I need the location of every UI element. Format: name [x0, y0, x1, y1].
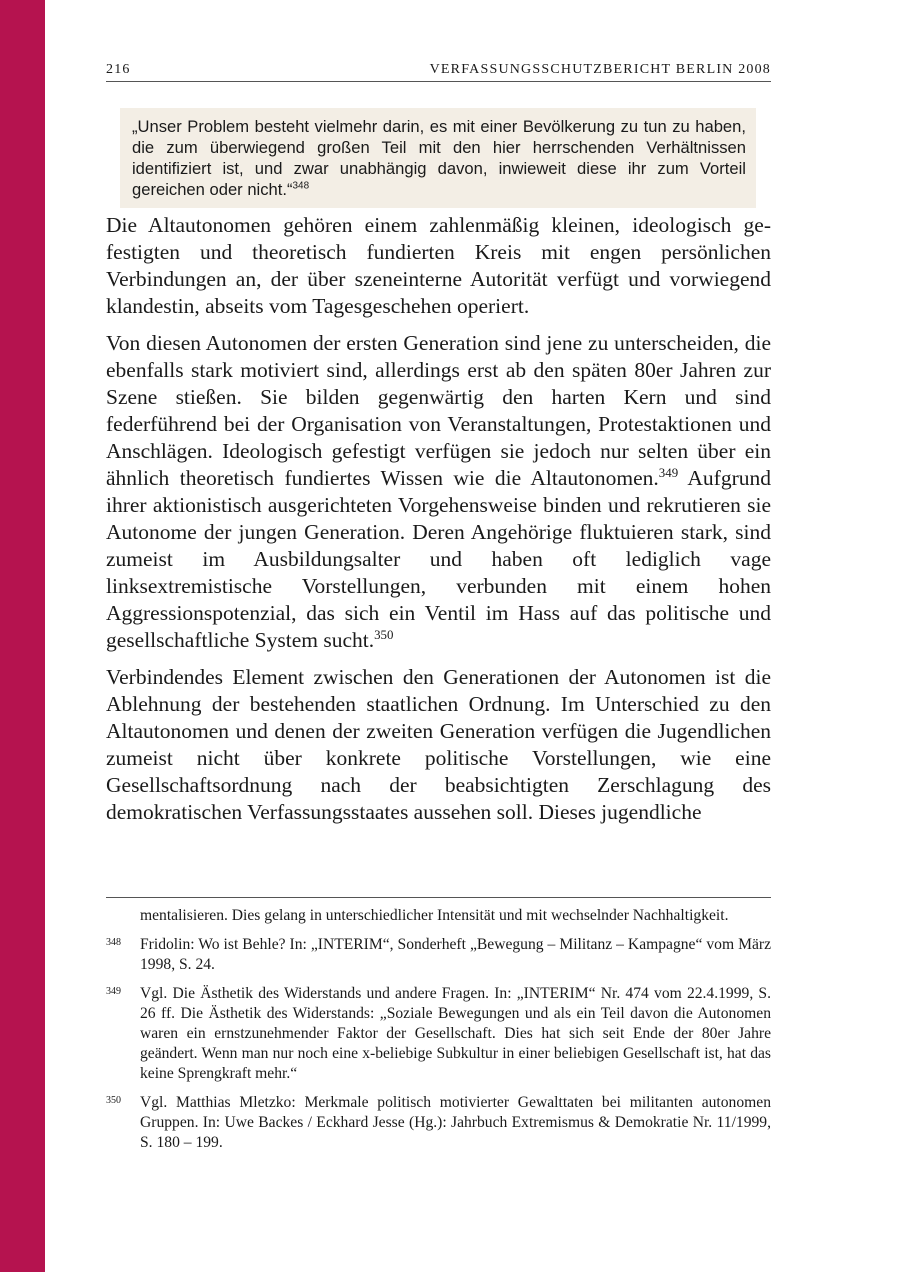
- running-header: [106, 62, 771, 82]
- paragraph-1: Die Altautonomen gehören einem zahlenmäßig kleinen, ideologisch gefestigten und theoretisch fundierten Kreis mit engen persönlichen Verbindungen an, der über szeneinterne Autorität verfügt und vorwiegend klandestin, abseits vom Tagesgeschehen operiert.: [106, 213, 771, 318]
- quote-box: [120, 108, 756, 208]
- paragraph-2-part-a: Von diesen Autonomen der ersten Generation sind jene zu unterscheiden, die ebenfalls stark motiviert sind, allerdings erst ab den späten 80er Jahren zur Szene stießen. Sie bilden gegenwärtig den harten Kern und sind federführend bei der Organisation von Veranstaltungen, Protestaktionen und Anschlägen. Ideologisch gefestigt verfügen sie jedoch nur selten über ein ähnlich theoretisch fundiertes Wissen wie die Altautonomen.: [106, 331, 771, 490]
- footnote-number: 349: [106, 986, 121, 997]
- footnote-number: 348: [106, 937, 121, 948]
- footnote-continued: [106, 906, 771, 926]
- footnote-text: Fridolin: Wo ist Behle? In: „INTERIM“, Sonderheft „Bewegung – Militanz – Kampagne“ vom März 1998, S. 24.: [140, 936, 771, 973]
- page-number: 216: [106, 62, 131, 77]
- paragraph-2: [106, 330, 771, 654]
- footnote-number: 350: [106, 1095, 121, 1106]
- body-text: [106, 212, 771, 836]
- footnote-divider: [106, 897, 771, 898]
- footnote-350: [106, 1093, 771, 1153]
- footnote-text: Vgl. Matthias Mletzko: Merkmale politisch motivierter Gewalttaten bei militanten autonomen Gruppen. In: Uwe Backes / Eckhard Jesse (Hg.): Jahrbuch Extremismus & Demokratie Nr. 11/1999, S. 180 – 199.: [140, 1094, 771, 1151]
- paragraph-2-part-b: Aufgrund ihrer aktionistisch ausgerichteten Vorgehensweise binden und rekrutieren sie Autonome der jungen Generation. Deren Angehörige fluktuieren stark, sind zumeist im Ausbildungsalter und haben oft lediglich vage linksextremistische Vorstellungen, verbunden mit einem hohen Aggressionspotenzial, das sich ein Ventil im Hass auf das politische und gesellschaftliche System sucht.: [106, 466, 771, 652]
- running-title: VERFASSUNGSSCHUTZBERICHT BERLIN 2008: [429, 62, 771, 77]
- footnote-348: [106, 935, 771, 975]
- side-color-bar: [0, 0, 45, 1272]
- paragraph-3: Verbindendes Element zwischen den Generationen der Autonomen ist die Ablehnung der bestehenden staatlichen Ordnung. Im Unterschied zu den Altautonomen und denen der zweiten Generation verfügen die Jugendlichen zumeist nicht über konkrete politische Vorstellungen, wie eine Gesellschaftsordnung nach der beabsichtigten Zerschlagung des demokratischen Verfassungsstaates aussehen soll. Dieses jugendliche: [106, 665, 771, 824]
- footnote-text: Vgl. Die Ästhetik des Widerstands und andere Fragen. In: „INTERIM“ Nr. 474 vom 22.4.1999, S. 26 ff. Die Ästhetik des Widerstands: „Soziale Bewegungen und als ein Teil davon die Autonomen waren ein ernstzunehmender Faktor der Gesellschaft. Dies hat sich seit Ende der 80er Jahre geändert. Wenn man nur noch eine x-beliebige Subkultur in einer beliebigen Gesellschaft ist, hat das keine Sprengkraft mehr.“: [140, 985, 771, 1082]
- footnote-ref-348[interactable]: 348: [292, 180, 310, 192]
- footnote-continued-text: mentalisieren. Dies gelang in unterschiedlicher Intensität und mit wechselnder Nachhaltigkeit.: [140, 907, 729, 924]
- footnote-ref-350[interactable]: 350: [374, 627, 394, 642]
- footnotes: [106, 906, 771, 1162]
- footnote-349: [106, 984, 771, 1084]
- quote-text: „Unser Problem besteht vielmehr darin, es mit einer Bevölkerung zu tun zu haben, die zum überwiegend großen Teil mit den hier herrschenden Verhältnissen identifiziert ist, und zwar unabhängig davon, inwieweit diese ihr zum Vorteil gereichen oder nicht.“: [132, 117, 746, 199]
- footnote-ref-349[interactable]: 349: [658, 465, 679, 480]
